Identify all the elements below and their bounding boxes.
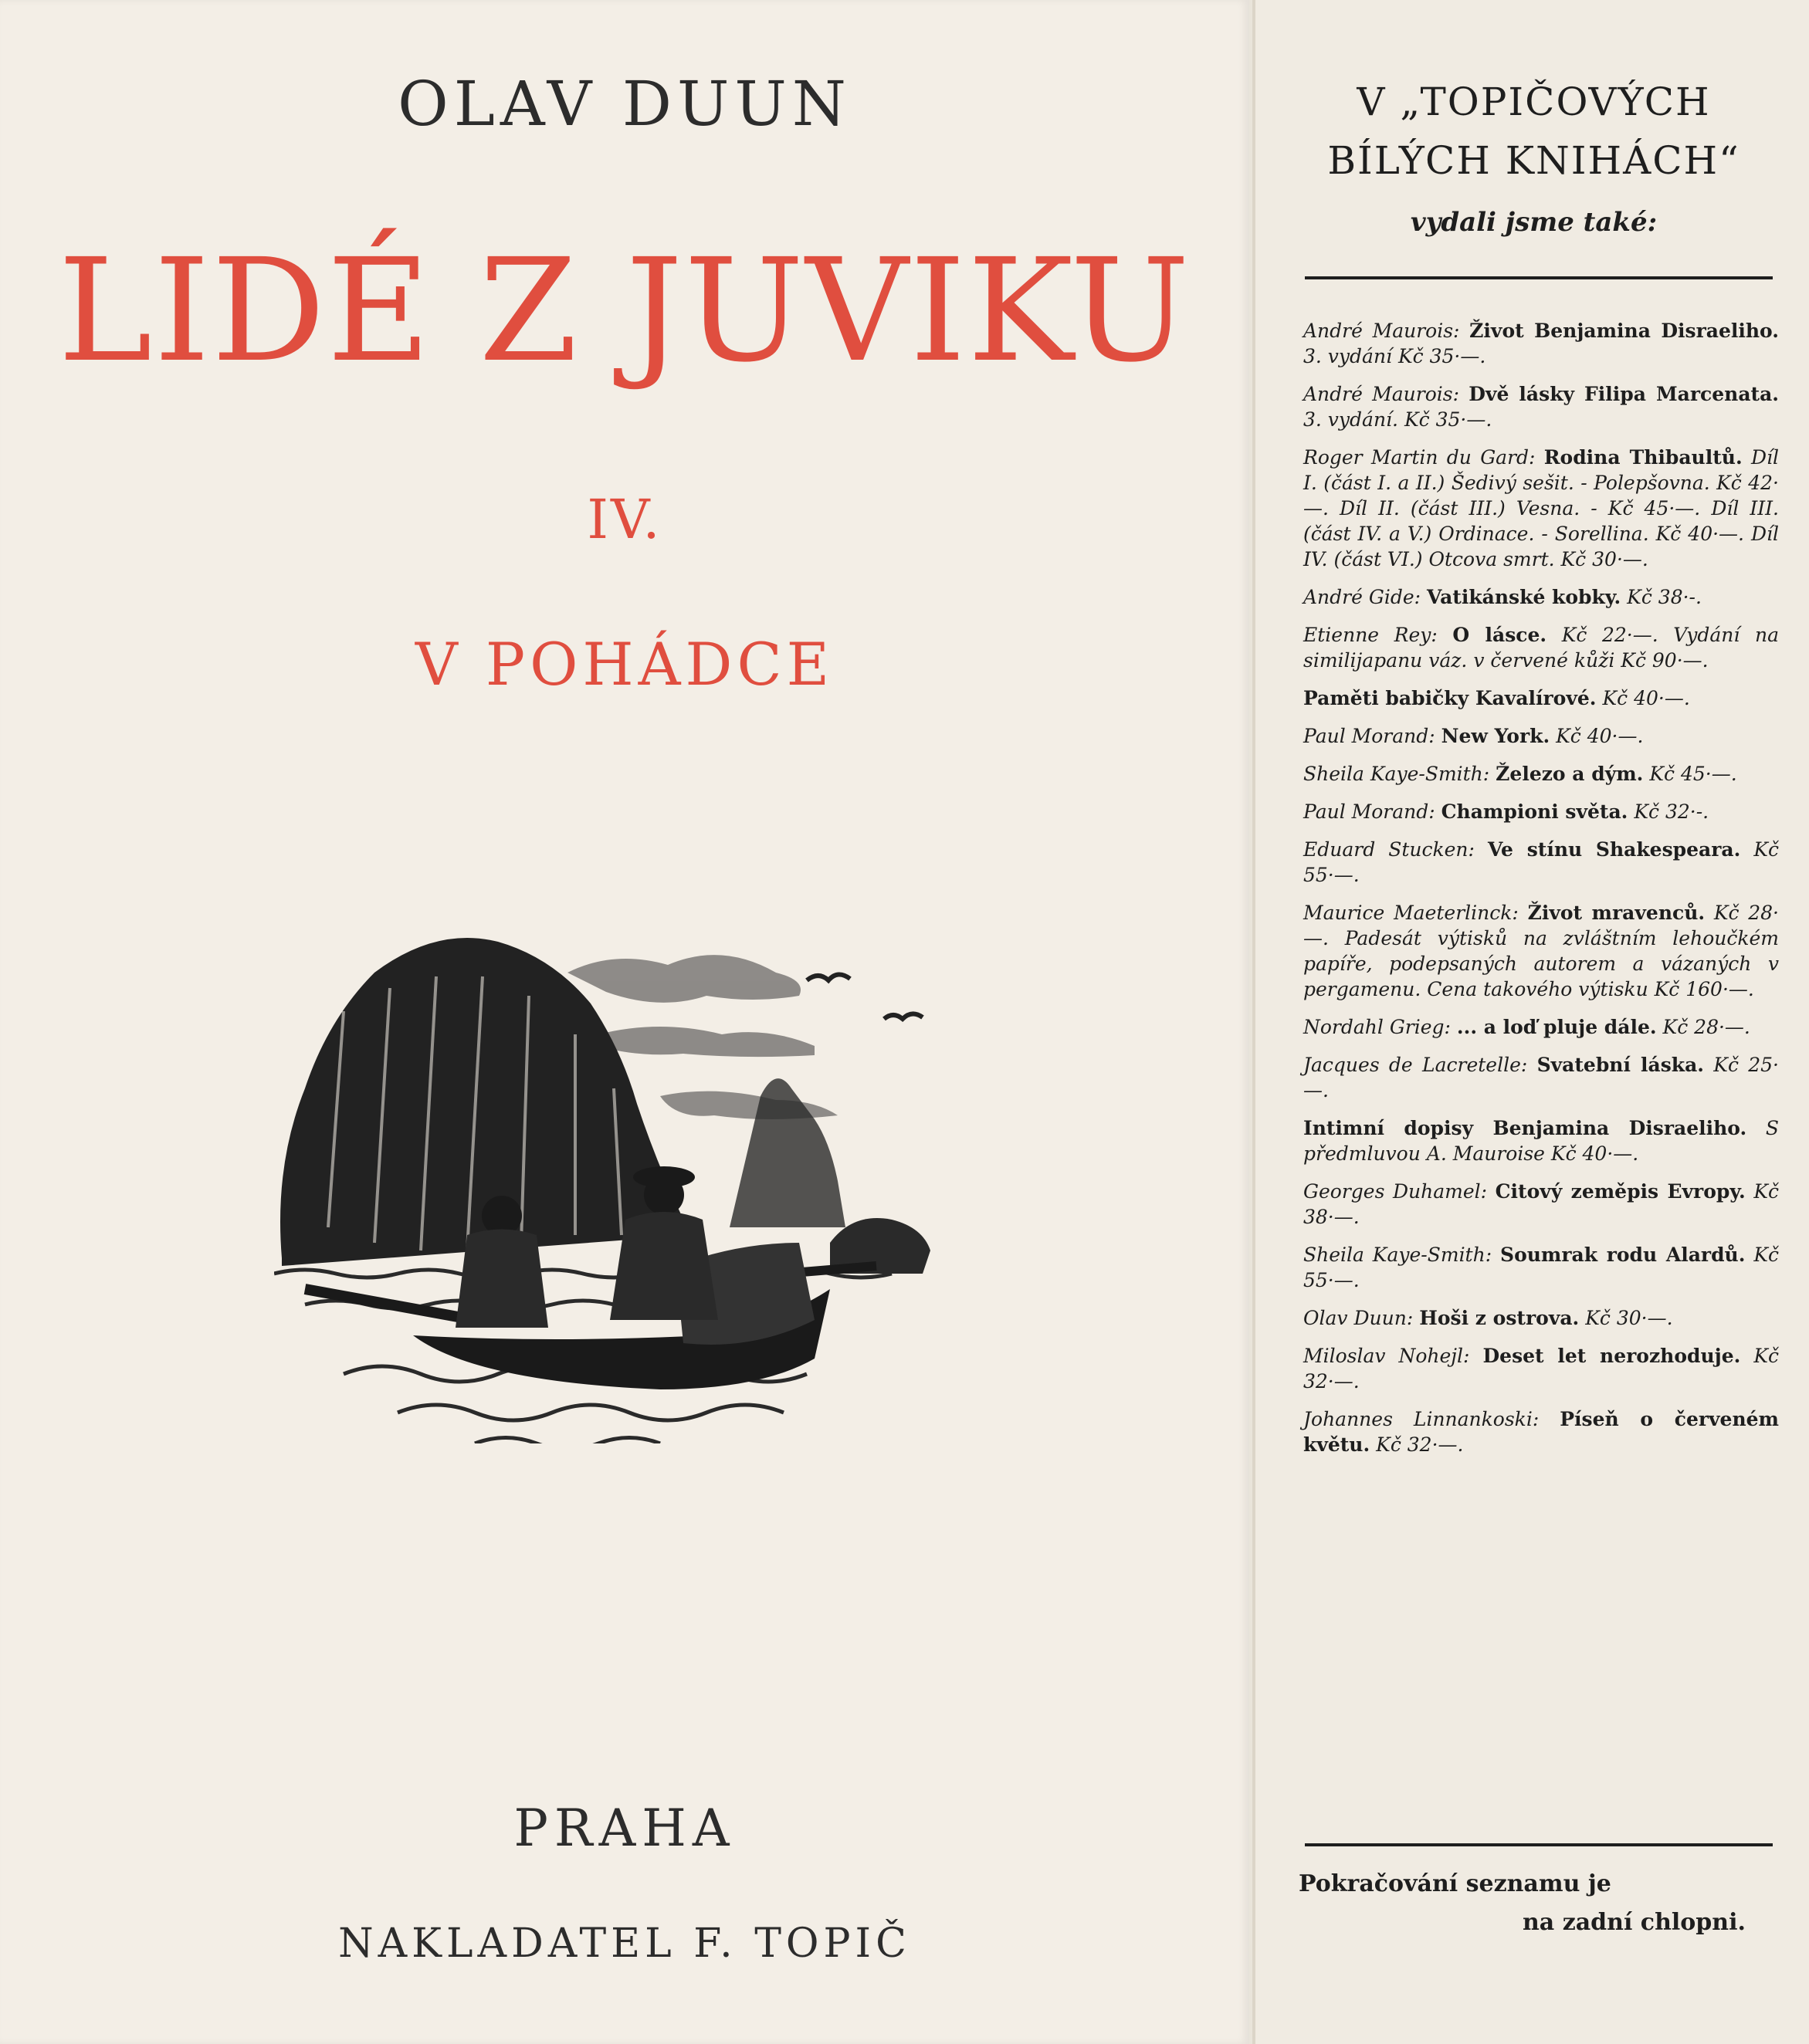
book-entry bbox=[1303, 1115, 1779, 1166]
book-entry bbox=[1303, 1179, 1779, 1230]
book-author: Sheila Kaye-Smith: bbox=[1303, 1244, 1492, 1266]
publication-city: PRAHA bbox=[513, 1799, 736, 1858]
book-details: Kč 32·—. bbox=[1376, 1433, 1464, 1456]
book-author: André Maurois: bbox=[1303, 320, 1460, 342]
woodcut-illustration bbox=[274, 903, 930, 1443]
divider-top bbox=[1305, 276, 1773, 279]
book-entry bbox=[1303, 723, 1779, 749]
book-entry bbox=[1303, 1242, 1779, 1293]
book-entry bbox=[1303, 1052, 1779, 1103]
flap-subheading: vydali jsme také: bbox=[1410, 207, 1658, 238]
book-details: Kč 55·—. bbox=[1303, 838, 1780, 886]
book-title: Svatební láska. bbox=[1536, 1054, 1705, 1076]
book-entry bbox=[1303, 837, 1779, 888]
book-details: Kč 28·—. Padesát výtisků na zvláštním lehoučkém papíře, podepsaných autorem a vázaných v pergamenu. Cena takového výtisku Kč 160·—. bbox=[1303, 902, 1779, 1000]
book-title: ... a loď pluje dále. bbox=[1456, 1016, 1657, 1038]
continuation-line1: Pokračování seznamu je bbox=[1299, 1870, 1611, 1897]
book-details: 3. vydání Kč 35·—. bbox=[1303, 345, 1486, 367]
book-entry bbox=[1303, 685, 1779, 711]
continuation-note bbox=[1299, 1865, 1777, 1942]
book-author: Miloslav Nohejl: bbox=[1303, 1345, 1470, 1367]
book-details: Díl I. (část I. a II.) Šedivý sešit. - Polepšovna. Kč 42·—. Díl II. (část III.) Vesna. - Kč 45·—. Díl III. (část IV. a V.) Ordinace. - Sorellina. Kč 40·—. Díl IV. (část VI.) Otcova smrt. Kč 30·—. bbox=[1303, 446, 1779, 570]
divider-bottom bbox=[1305, 1843, 1773, 1846]
book-entry bbox=[1303, 622, 1779, 673]
book-details: 3. vydání. Kč 35·—. bbox=[1303, 408, 1492, 431]
book-entry bbox=[1303, 761, 1779, 787]
book-entry bbox=[1303, 318, 1779, 369]
book-author: Roger Martin du Gard: bbox=[1303, 446, 1536, 469]
book-author: Etienne Rey: bbox=[1303, 624, 1438, 646]
book-author: André Gide: bbox=[1303, 586, 1421, 608]
book-title: Hoši z ostrova. bbox=[1419, 1307, 1580, 1329]
book-details: Kč 30·—. bbox=[1585, 1307, 1673, 1329]
flap-heading-line2: BÍLÝCH KNIHÁCH“ bbox=[1327, 138, 1740, 183]
book-entry bbox=[1303, 799, 1779, 824]
book-details: Kč 38·—. bbox=[1303, 1180, 1779, 1228]
flap-heading-line1: V „TOPIČOVÝCH bbox=[1357, 80, 1711, 124]
book-author: André Maurois: bbox=[1303, 383, 1460, 405]
book-author: Georges Duhamel: bbox=[1303, 1180, 1488, 1203]
book-title: Vatikánské kobky. bbox=[1427, 586, 1621, 608]
volume-number: IV. bbox=[587, 488, 662, 551]
seagull-icon bbox=[807, 974, 850, 980]
book-title: Soumrak rodu Alardů. bbox=[1500, 1244, 1746, 1266]
book-author: Johannes Linnankoski: bbox=[1303, 1408, 1540, 1430]
book-author: Jacques de Lacretelle: bbox=[1303, 1054, 1528, 1076]
book-title: Citový zeměpis Evropy. bbox=[1495, 1180, 1746, 1203]
book-entry bbox=[1303, 900, 1779, 1002]
book-entry bbox=[1303, 584, 1779, 610]
book-title: Paměti babičky Kavalírové. bbox=[1303, 687, 1597, 709]
seagull-icon bbox=[884, 1014, 923, 1019]
book-title: O lásce. bbox=[1452, 624, 1547, 646]
book-title: Deset let nerozhoduje. bbox=[1482, 1345, 1741, 1367]
book-author: Sheila Kaye-Smith: bbox=[1303, 763, 1490, 785]
book-author: Olav Duun: bbox=[1303, 1307, 1414, 1329]
book-author: Paul Morand: bbox=[1303, 725, 1435, 747]
book-entry bbox=[1303, 1406, 1779, 1457]
book-details: Kč 28·—. bbox=[1662, 1016, 1750, 1038]
book-title: New York. bbox=[1441, 725, 1550, 747]
book-details: Kč 55·—. bbox=[1303, 1244, 1780, 1291]
book-title: Píseň o červeném květu. bbox=[1303, 1408, 1779, 1456]
book-title: Ve stínu Shakespeara. bbox=[1487, 838, 1741, 861]
book-details: Kč 25·—. bbox=[1303, 1054, 1780, 1102]
publisher-name: NAKLADATEL F. TOPIČ bbox=[338, 1920, 911, 1967]
book-details: Kč 32·—. bbox=[1303, 1345, 1780, 1393]
volume-subtitle: V POHÁDCE bbox=[415, 630, 835, 699]
author-name: OLAV DUUN bbox=[398, 68, 852, 140]
book-list bbox=[1303, 318, 1779, 1470]
book-details: Kč 38·-. bbox=[1627, 586, 1702, 608]
book-title: Dvě lásky Filipa Marcenata. bbox=[1469, 383, 1779, 405]
book-author: Nordahl Grieg: bbox=[1303, 1016, 1451, 1038]
book-entry bbox=[1303, 381, 1779, 432]
book-title: Život Benjamina Disraeliho. bbox=[1469, 320, 1779, 342]
book-title: Intimní dopisy Benjamina Disraeliho. bbox=[1303, 1117, 1747, 1139]
book-details: Kč 40·—. bbox=[1602, 687, 1690, 709]
book-details: Kč 32·-. bbox=[1634, 800, 1709, 823]
book-details: S předmluvou A. Mauroise Kč 40·—. bbox=[1303, 1117, 1779, 1165]
book-title: Rodina Thibaultů. bbox=[1543, 446, 1743, 469]
book-title: LIDÉ Z JUVIKU bbox=[58, 228, 1191, 394]
book-entry bbox=[1303, 1305, 1779, 1331]
book-entry bbox=[1303, 1343, 1779, 1394]
book-author: Eduard Stucken: bbox=[1303, 838, 1475, 861]
book-entry bbox=[1303, 445, 1779, 572]
dust-jacket-flap bbox=[1252, 0, 1809, 2044]
book-author: Paul Morand: bbox=[1303, 800, 1435, 823]
book-author: Maurice Maeterlinck: bbox=[1303, 902, 1519, 924]
book-title: Železo a dým. bbox=[1496, 763, 1644, 785]
book-entry bbox=[1303, 1014, 1779, 1040]
book-title: Championi světa. bbox=[1441, 800, 1628, 823]
continuation-line2: na zadní chlopni. bbox=[1523, 1909, 1746, 1936]
book-details: Kč 45·—. bbox=[1649, 763, 1737, 785]
book-details: Kč 22·—. Vydání na similijapanu váz. v červené kůži Kč 90·—. bbox=[1303, 624, 1779, 672]
flap-heading bbox=[1255, 73, 1809, 190]
book-title: Život mravenců. bbox=[1527, 902, 1706, 924]
book-details: Kč 40·—. bbox=[1556, 725, 1644, 747]
